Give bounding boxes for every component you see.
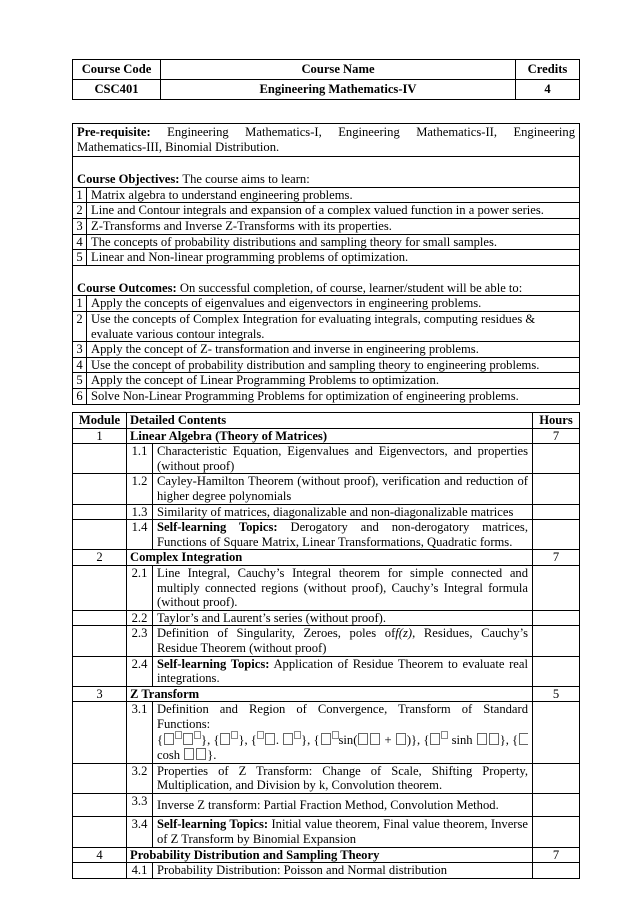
- objective-num: 3: [73, 218, 87, 234]
- outcome-num: 2: [73, 311, 87, 341]
- submodule-row: [73, 817, 580, 847]
- module-row: [73, 686, 580, 702]
- submodule-text: Probability Distribution: Poisson and Normal distribution: [153, 863, 533, 879]
- header-course-name: Course Name: [161, 60, 516, 80]
- objective-item: [73, 203, 580, 219]
- submodule-text: Cayley-Hamilton Theorem (without proof), verification and reduction of higher degree polynomials: [153, 474, 533, 504]
- objective-item: [73, 234, 580, 250]
- submodule-num: 1.2: [127, 474, 153, 504]
- outcome-text: Solve Non-Linear Programming Problems for optimization of engineering problems.: [87, 388, 580, 404]
- standard-functions-formula: { }, { }, { . }, { sin( + )}, { sinh }, {: [157, 731, 528, 748]
- header-hours: Hours: [533, 413, 580, 429]
- submodule-num: 1.1: [127, 444, 153, 474]
- outcome-item: [73, 311, 580, 341]
- objective-num: 2: [73, 203, 87, 219]
- submodule-row: [73, 444, 580, 474]
- submodule-num: 3.2: [127, 763, 153, 793]
- submodule-text: Self-learning Topics: Initial value theorem, Final value theorem, Inverse of Z Transform by Binomial Expansion: [153, 817, 533, 847]
- outcome-text: Apply the concept of Linear Programming Problems to optimization.: [87, 373, 580, 389]
- submodule-num: 1.4: [127, 520, 153, 550]
- outcomes-gap: [73, 265, 580, 281]
- objective-item: [73, 187, 580, 203]
- header-detailed-contents: Detailed Contents: [127, 413, 533, 429]
- objective-item: [73, 250, 580, 266]
- objective-text: Z-Transforms and Inverse Z-Transforms with its properties.: [87, 218, 580, 234]
- submodule-row: [73, 474, 580, 504]
- submodule-num: 2.1: [127, 565, 153, 610]
- module-number: 4: [73, 847, 127, 863]
- outcome-num: 1: [73, 296, 87, 312]
- header-course-code: Course Code: [73, 60, 161, 80]
- submodule-text: Line Integral, Cauchy’s Integral theorem for simple connected and multiply connected regions (without proof), Cauchy’s Integral formula (without proof).: [153, 565, 533, 610]
- submodule-row: [73, 702, 580, 763]
- submodule-row: [73, 863, 580, 879]
- prerequisite-row: [73, 124, 580, 157]
- prerequisite-text: Engineering Mathematics-I, Engineering Mathematics-II, Engineering Mathematics-III, Binomial Distribution.: [77, 125, 575, 154]
- module-row: [73, 847, 580, 863]
- module-row: [73, 428, 580, 444]
- submodule-row: [73, 763, 580, 793]
- submodule-text: Definition of Singularity, Zeroes, poles off(z), Residues, Cauchy’s Residue Theorem (without proof): [153, 626, 533, 656]
- submodule-text: Similarity of matrices, diagonalizable and non-diagonalizable matrices: [153, 504, 533, 520]
- submodule-text: Taylor’s and Laurent’s series (without proof).: [153, 610, 533, 626]
- submodule-num: 3.3: [127, 793, 153, 817]
- outcome-num: 6: [73, 388, 87, 404]
- submodule-num: 3.4: [127, 817, 153, 847]
- module-number: 2: [73, 550, 127, 566]
- submodule-row: [73, 626, 580, 656]
- course-header-row: [73, 60, 580, 80]
- submodule-text: Inverse Z transform: Partial Fraction Method, Convolution Method.: [153, 793, 533, 817]
- course-credits: 4: [516, 80, 580, 100]
- objective-text: The concepts of probability distributions and sampling theory for small samples.: [87, 234, 580, 250]
- course-name: Engineering Mathematics-IV: [161, 80, 516, 100]
- prerequisite-cell: [73, 124, 580, 157]
- outcome-num: 3: [73, 342, 87, 358]
- header-credits: Credits: [516, 60, 580, 80]
- outcome-text: Use the concept of probability distribution and sampling theory to engineering problems.: [87, 357, 580, 373]
- objectives-label: Course Objectives:: [77, 172, 180, 187]
- submodule-text: Self-learning Topics: Application of Residue Theorem to evaluate real integrations.: [153, 656, 533, 686]
- outcomes-label: Course Outcomes:: [77, 280, 177, 295]
- objectives-gap: [73, 157, 580, 173]
- submodule-num: 2.4: [127, 656, 153, 686]
- outcome-item: [73, 296, 580, 312]
- course-code: CSC401: [73, 80, 161, 100]
- submodule-num: 1.3: [127, 504, 153, 520]
- outcome-item: [73, 388, 580, 404]
- objectives-intro: The course aims to learn:: [182, 172, 310, 187]
- submodule-text: Self-learning Topics: Derogatory and non-derogatory matrices, Functions of Square Matrix, Linear Transformations, Quadratic forms.: [153, 520, 533, 550]
- standard-functions-cosh: cosh }.: [157, 748, 217, 763]
- module-header-row: [73, 413, 580, 429]
- outcome-item: [73, 342, 580, 358]
- objectives-outcomes-table: [72, 123, 580, 405]
- submodule-row: [73, 610, 580, 626]
- outcome-num: 5: [73, 373, 87, 389]
- module-hours: 7: [533, 550, 580, 566]
- objective-text: Line and Contour integrals and expansion of a complex valued function in a power series.: [87, 203, 580, 219]
- outcomes-intro: On successful completion, of course, learner/student will be able to:: [179, 280, 523, 295]
- module-number: 1: [73, 428, 127, 444]
- submodule-num: 4.1: [127, 863, 153, 879]
- outcome-item: [73, 357, 580, 373]
- submodule-text: Properties of Z Transform: Change of Scale, Shifting Property, Multiplication, and Division by k, Convolution theorem.: [153, 763, 533, 793]
- module-title: Linear Algebra (Theory of Matrices): [127, 428, 533, 444]
- objectives-heading-row: [73, 172, 580, 187]
- submodule-text: Definition and Region of Convergence, Transform of Standard Functions: { }, { }, { . }, { sin( + )}, { sinh }, { cosh }.: [153, 702, 533, 763]
- submodule-text: Characteristic Equation, Eigenvalues and Eigenvectors, and properties (without proof): [153, 444, 533, 474]
- objective-num: 5: [73, 250, 87, 266]
- module-table: [72, 412, 580, 879]
- submodule-row: [73, 504, 580, 520]
- submodule-row: [73, 656, 580, 686]
- module-row: [73, 550, 580, 566]
- module-title: Probability Distribution and Sampling Theory: [127, 847, 533, 863]
- objective-num: 1: [73, 187, 87, 203]
- outcome-text: Apply the concept of Z- transformation and inverse in engineering problems.: [87, 342, 580, 358]
- submodule-row: [73, 793, 580, 817]
- submodule-num: 2.3: [127, 626, 153, 656]
- submodule-row: [73, 565, 580, 610]
- course-row: [73, 80, 580, 100]
- submodule-row: [73, 520, 580, 550]
- outcome-num: 4: [73, 357, 87, 373]
- module-hours: 7: [533, 847, 580, 863]
- header-module: Module: [73, 413, 127, 429]
- objective-text: Matrix algebra to understand engineering problems.: [87, 187, 580, 203]
- objective-item: [73, 218, 580, 234]
- outcome-item: [73, 373, 580, 389]
- outcomes-heading: [73, 281, 580, 296]
- submodule-num: 3.1: [127, 702, 153, 763]
- module-number: 3: [73, 686, 127, 702]
- outcomes-heading-row: [73, 281, 580, 296]
- module-hours: 7: [533, 428, 580, 444]
- module-hours: 5: [533, 686, 580, 702]
- outcome-text: Apply the concepts of eigenvalues and eigenvectors in engineering problems.: [87, 296, 580, 312]
- objective-num: 4: [73, 234, 87, 250]
- outcome-text: Use the concepts of Complex Integration for evaluating integrals, computing residues & evaluate various contour integrals.: [87, 311, 580, 341]
- prerequisite-label: Pre-requisite:: [77, 125, 151, 139]
- module-title: Complex Integration: [127, 550, 533, 566]
- module-title: Z Transform: [127, 686, 533, 702]
- objectives-heading: [73, 172, 580, 187]
- objective-text: Linear and Non-linear programming problems of optimization.: [87, 250, 580, 266]
- submodule-num: 2.2: [127, 610, 153, 626]
- course-table: [72, 59, 580, 100]
